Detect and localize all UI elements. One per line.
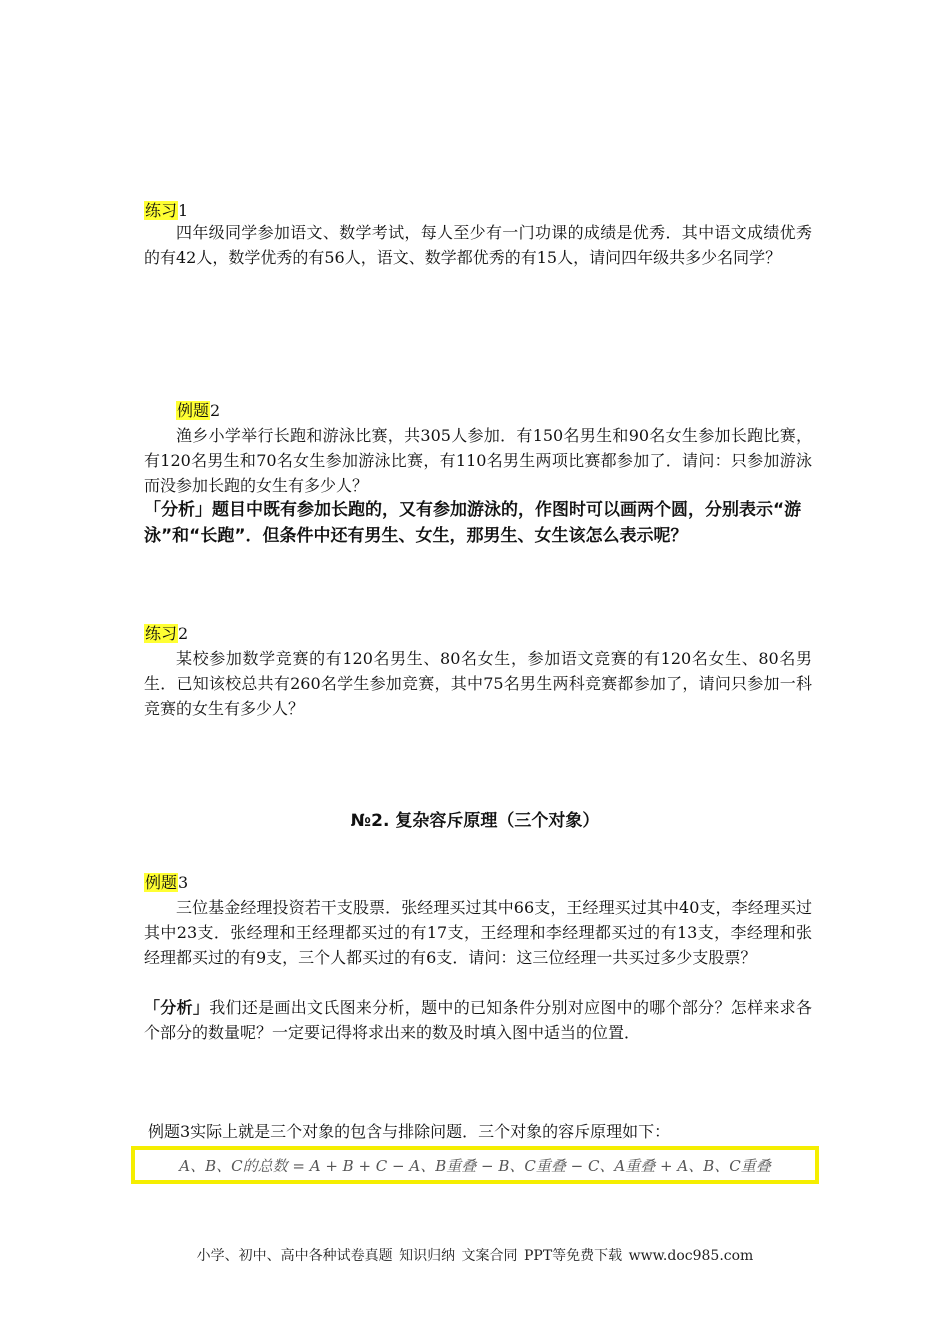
principle-intro: 例题3实际上就是三个对象的包含与排除问题．三个对象的容斥原理如下： xyxy=(148,1122,671,1141)
practice2-heading xyxy=(144,623,188,645)
practice1-heading xyxy=(144,200,188,222)
practice2-text: 某校参加数学竞赛的有120名男生、80名女生，参加语文竞赛的有120名女生、80名男生．已知该校总共有260名学生参加竞赛，其中75名男生两科竞赛都参加了，请问只参加一科竞赛的女生有多少人？ xyxy=(144,649,812,718)
formula-box xyxy=(131,1146,819,1184)
example2-label: 例题 xyxy=(177,401,210,420)
formula-text: A、B、C的总数 = A + B + C − A、B重叠 − B、C重叠 − C、A重叠 + A、B、C重叠 xyxy=(179,1156,771,1175)
example3-analysis-text: 我们还是画出文氏图来分析，题中的已知条件分别对应图中的哪个部分？怎样来求各个部分的数量呢？一定要记得将求出来的数及时填入图中适当的位置． xyxy=(144,998,812,1042)
section-title: №2. 复杂容斥原理（三个对象） xyxy=(350,811,600,831)
example3-text: 三位基金经理投资若干支股票．张经理买过其中66支，王经理买过其中40支，李经理买过其中23支．张经理和王经理都买过的有17支，王经理和李经理都买过的有13支，李经理和张经理都买过的有9支，三个人都买过的有6支．请问：这三位经理一共买过多少支股票？ xyxy=(144,898,812,967)
example2-number: 2 xyxy=(210,401,221,420)
example3-number: 3 xyxy=(178,873,189,892)
practice2-label: 练习 xyxy=(145,624,178,643)
practice1-label: 练习 xyxy=(145,201,178,220)
example3-label: 例题 xyxy=(145,873,178,892)
example2-text: 渔乡小学举行长跑和游泳比赛，共305人参加．有150名男生和90名女生参加长跑比赛，有120名男生和70名女生参加游泳比赛，有110名男生两项比赛都参加了．请问：只参加游泳而没参加长跑的女生有多少人？ xyxy=(144,426,812,495)
example3-heading xyxy=(144,872,188,894)
example3-analysis-tag: 「分析」 xyxy=(144,998,210,1017)
footer-text: 小学、初中、高中各种试卷真题 知识归纳 文案合同 PPT等免费下载 www.doc985.com xyxy=(196,1248,754,1264)
example3-analysis xyxy=(144,995,812,1045)
practice1-text: 四年级同学参加语文、数学考试，每人至少有一门功课的成绩是优秀．其中语文成绩优秀的有42人，数学优秀的有56人，语文、数学都优秀的有15人，请问四年级共多少名同学？ xyxy=(144,223,812,267)
practice1-number: 1 xyxy=(178,201,189,220)
practice2-number: 2 xyxy=(178,624,189,643)
example2-heading xyxy=(176,400,220,422)
example2-analysis: 「分析」题目中既有参加长跑的，又有参加游泳的，作图时可以画两个圆，分别表示“游泳”和“长跑”．但条件中还有男生、女生，那男生、女生该怎么表示呢？ xyxy=(144,500,802,546)
